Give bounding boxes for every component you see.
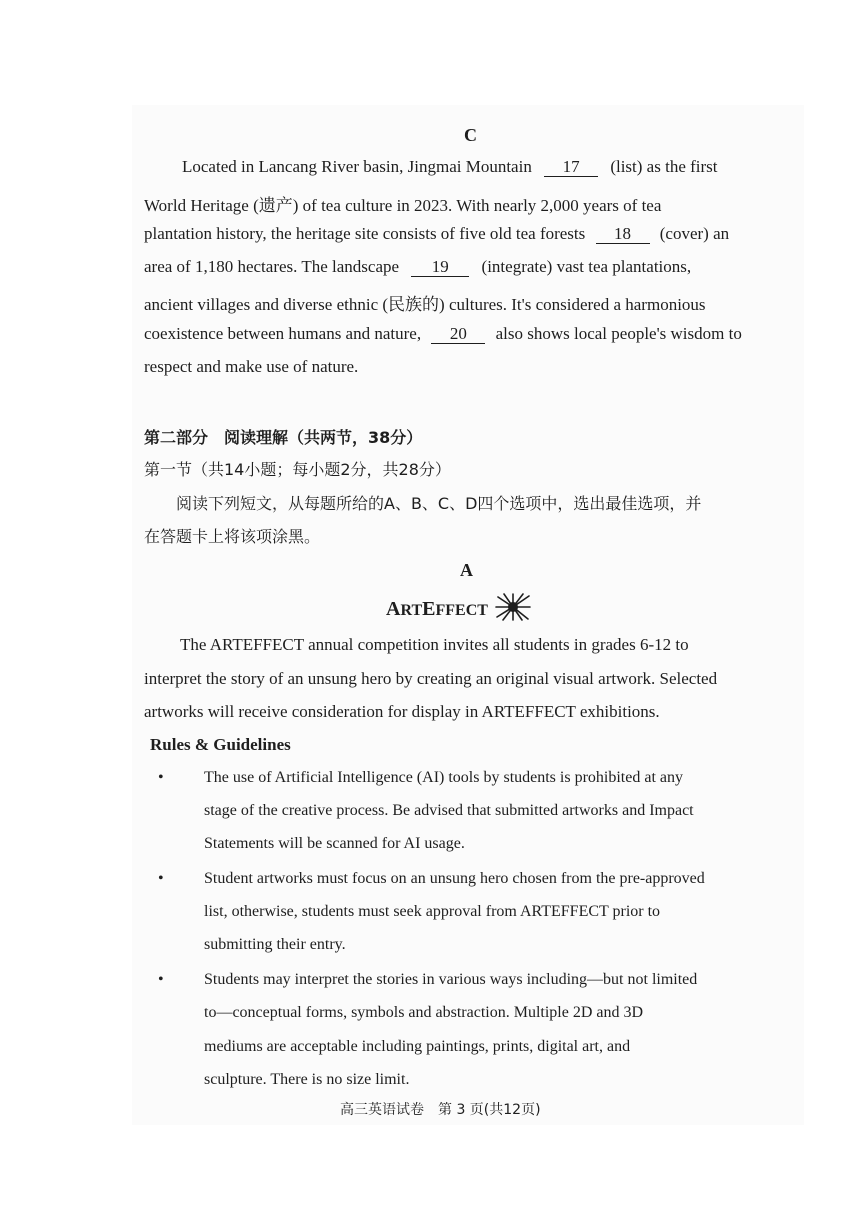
section-c-line-7: respect and make use of nature.	[144, 357, 359, 376]
section-c-line-5: ancient villages and diverse ethnic (民族的) cultures. It's considered a harmonious	[144, 295, 706, 314]
bullet-dot-2: •	[158, 870, 164, 887]
part2-instruction-line2: 在答题卡上将该项涂黑。	[144, 527, 321, 546]
bullet-dot-3: •	[158, 971, 164, 988]
rules-heading: Rules & Guidelines	[150, 735, 291, 754]
section-c-line-4: area of 1,180 hectares. The landscape 19 (integrate) vast tea plantations,	[144, 257, 692, 276]
section-c-line-2: World Heritage (遗产) of tea culture in 2023. With nearly 2,000 years of tea	[144, 196, 662, 215]
arteffect-logo: ARTEFFECT	[386, 593, 531, 621]
bullet-2-line-1: Student artworks must focus on an unsung hero chosen from the pre-approved	[204, 870, 705, 887]
section-c-line-6: coexistence between humans and nature, 20 also shows local people's wisdom to	[144, 324, 742, 343]
part2-title: 第二部分 阅读理解（共两节，38分）	[144, 428, 423, 447]
bullet-1-line-2: stage of the creative process. Be advised that submitted artworks and Impact	[204, 802, 694, 819]
bullet-dot-1: •	[158, 769, 164, 786]
blank-17: 17	[544, 158, 598, 177]
blank-19: 19	[411, 258, 469, 277]
section-c-line-3: plantation history, the heritage site consists of five old tea forests 18 (cover) an	[144, 224, 730, 243]
bullet-1-line-3: Statements will be scanned for AI usage.	[204, 835, 465, 852]
page-footer: 高三英语试卷 第 3 页(共12页)	[340, 1102, 541, 1118]
section-c-heading: C	[464, 125, 477, 145]
bullet-3-line-2: to—conceptual forms, symbols and abstraction. Multiple 2D and 3D	[204, 1004, 644, 1021]
part2-instruction-line1: 阅读下列短文，从每题所给的A、B、C、D四个选项中，选出最佳选项，并	[176, 494, 702, 513]
exam-page	[132, 105, 804, 1125]
blank-20: 20	[431, 325, 485, 344]
intro-line-1: The ARTEFFECT annual competition invites all students in grades 6-12 to	[180, 635, 689, 654]
bullet-2-line-3: submitting their entry.	[204, 936, 346, 953]
bullet-3-line-4: sculpture. There is no size limit.	[204, 1071, 410, 1088]
bullet-1-line-1: The use of Artificial Intelligence (AI) tools by students is prohibited at any	[204, 769, 683, 786]
intro-line-2: interpret the story of an unsung hero by creating an original visual artwork. Selected	[144, 669, 718, 688]
section-c-line-1: Located in Lancang River basin, Jingmai Mountain 17 (list) as the first	[182, 157, 718, 176]
passage-a-heading: A	[460, 560, 473, 580]
bullet-2-line-2: list, otherwise, students must seek approval from ARTEFFECT prior to	[204, 903, 661, 920]
bullet-3-line-1: Students may interpret the stories in various ways including—but not limited	[204, 971, 698, 988]
splash-icon	[495, 593, 531, 621]
part2-subtitle: 第一节（共14小题；每小题2分，共28分）	[144, 460, 451, 479]
blank-18: 18	[596, 225, 650, 244]
bullet-3-line-3: mediums are acceptable including paintings, prints, digital art, and	[204, 1038, 631, 1055]
intro-line-3: artworks will receive consideration for display in ARTEFFECT exhibitions.	[144, 702, 660, 721]
